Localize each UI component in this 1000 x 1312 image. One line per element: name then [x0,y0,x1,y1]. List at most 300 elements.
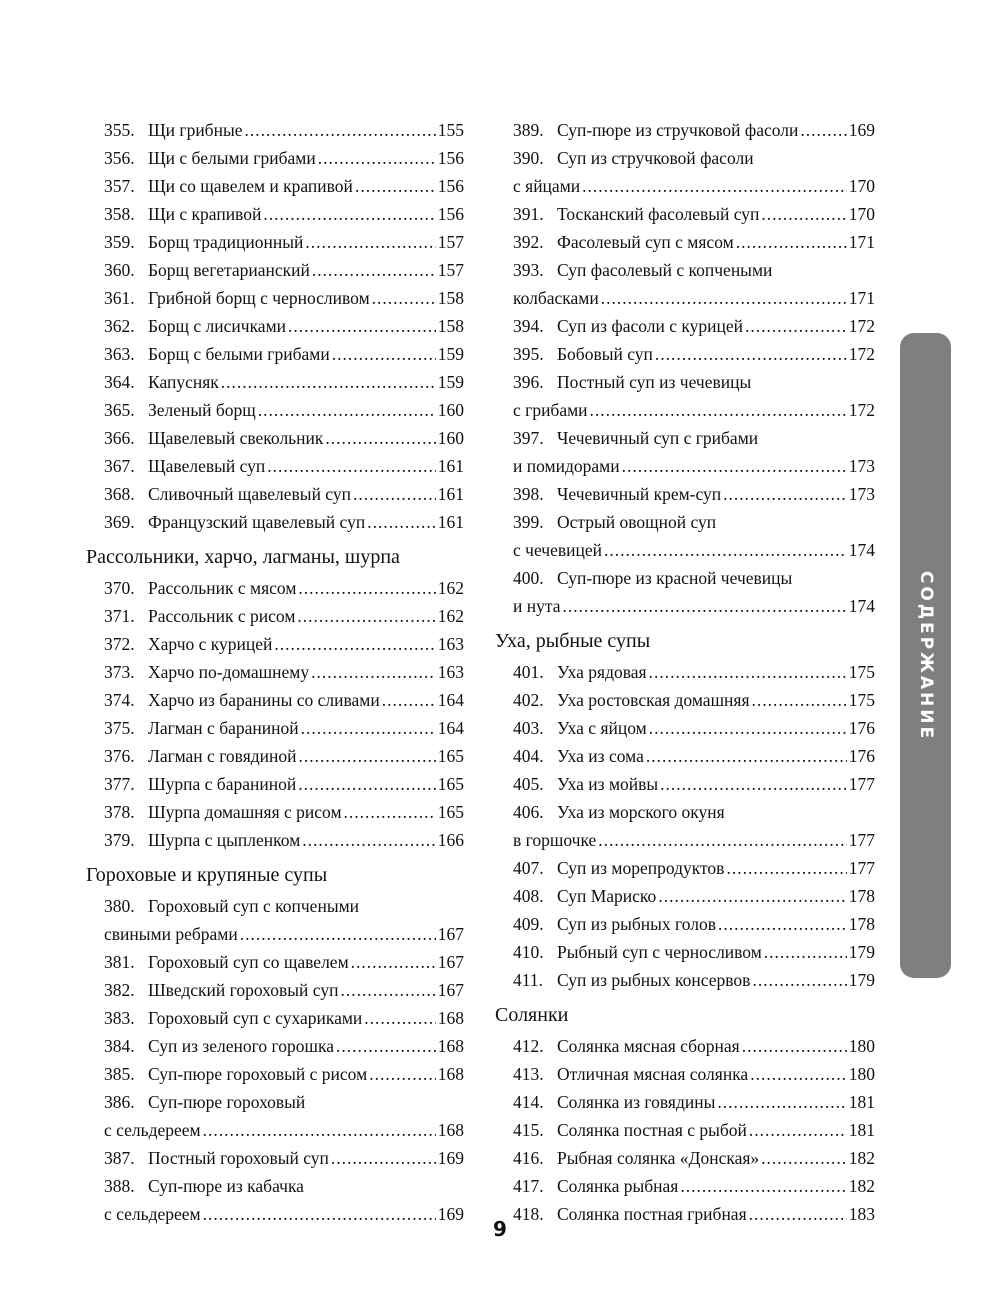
toc-entry[interactable] [86,686,464,714]
entry-page: 177 [848,858,875,878]
entry-line [104,826,464,854]
toc-entry[interactable] [495,742,875,770]
entry-line [104,508,464,536]
entry-first-line [513,564,875,592]
entry-number: 372. [104,634,135,654]
dot-leader [750,1060,847,1088]
toc-entry[interactable] [86,976,464,1004]
entry-page: 159 [437,344,464,364]
dot-leader [680,1172,846,1200]
dot-leader [604,536,847,564]
toc-entry[interactable] [86,714,464,742]
dot-leader [298,770,436,798]
dot-leader [726,854,846,882]
entry-second-line [513,536,875,564]
entry-title: Солянка постная грибная [557,1204,747,1224]
entry-number: 415. [513,1120,544,1140]
entry-title: Щи со щавелем и крапивой [148,176,353,196]
section-heading: Уха, рыбные супы [495,630,651,652]
entry-number: 359. [104,232,135,252]
entry-number: 373. [104,662,135,682]
dot-leader [344,798,436,826]
entry-line [513,228,875,256]
dot-leader [351,948,436,976]
entry-title: Грибной борщ с черносливом [148,288,370,308]
entry-line [104,574,464,602]
dot-leader [263,200,435,228]
toc-entry[interactable] [495,882,875,910]
dot-leader [318,144,436,172]
entry-title: Суп Мариско [557,886,657,906]
page-number: 9 [493,1217,507,1241]
dot-leader [364,1004,435,1032]
toc-entry[interactable] [86,770,464,798]
entry-page: 158 [437,288,464,308]
entry-line [513,1144,875,1172]
entry-number: 374. [104,690,135,710]
toc-entry[interactable] [86,172,464,200]
entry-line [513,742,875,770]
entry-line [104,976,464,1004]
dot-leader [749,1116,847,1144]
toc-entry[interactable] [86,228,464,256]
entry-page: 156 [437,204,464,224]
entry-page: 161 [437,456,464,476]
side-tab-label: СОДЕРЖАНИЕ [915,570,936,741]
toc-entry[interactable] [495,1144,875,1172]
entry-line [104,1060,464,1088]
entry-line [104,228,464,256]
entry-line [104,602,464,630]
entry-line [513,882,875,910]
toc-entry[interactable] [495,686,875,714]
entry-number: 405. [513,774,544,794]
entry-line [104,1004,464,1032]
toc-entry[interactable] [86,480,464,508]
entry-title: Уха ростовская домашняя [557,690,750,710]
toc-entry[interactable] [495,1060,875,1088]
toc-entry[interactable] [495,228,875,256]
entry-line [513,1172,875,1200]
toc-entry[interactable] [86,312,464,340]
section-heading: Солянки [495,1004,569,1026]
entry-page: 160 [437,428,464,448]
entry-title-continued: с чечевицей [513,540,602,560]
section-heading: Гороховые и крупяные супы [86,864,328,886]
toc-entry[interactable] [495,1088,875,1116]
dot-leader [353,480,436,508]
entry-line [104,340,464,368]
dot-leader [582,172,847,200]
entry-page: 165 [437,774,464,794]
entry-title: Уха рядовая [557,662,647,682]
entry-number: 412. [513,1036,544,1056]
entry-page: 159 [437,372,464,392]
toc-entry[interactable] [86,826,464,854]
entry-number: 394. [513,316,544,336]
entry-title: Лагман с говядиной [148,746,297,766]
contents-side-tab [900,333,951,978]
toc-entry[interactable] [86,200,464,228]
toc-entry[interactable] [495,368,875,424]
entry-page: 155 [437,120,464,140]
entry-line [513,116,875,144]
toc-entry[interactable] [495,1032,875,1060]
entry-number: 381. [104,952,135,972]
dot-leader [649,658,847,686]
toc-entry[interactable] [495,938,875,966]
entry-page: 175 [848,662,875,682]
entry-line [104,1032,464,1060]
entry-page: 167 [437,952,464,972]
entry-page: 167 [437,924,464,944]
toc-entry[interactable] [86,144,464,172]
entry-first-line [513,798,875,826]
entry-number: 397. [513,428,544,448]
entry-number: 369. [104,512,135,532]
entry-line [104,452,464,480]
toc-entry[interactable] [86,116,464,144]
entry-title: Уха из мойвы [557,774,659,794]
entry-page: 175 [848,690,875,710]
dot-leader [367,508,436,536]
toc-entry[interactable] [86,1004,464,1032]
entry-page: 171 [848,232,875,252]
entry-title: Уха из сома [557,746,644,766]
entry-page: 162 [437,578,464,598]
entry-page: 163 [437,634,464,654]
entry-line [513,714,875,742]
toc-left-column [86,116,464,1228]
entry-title: Суп из стручковой фасоли [557,148,754,168]
entry-title: Шурпа домашняя с рисом [148,802,342,822]
entry-title: Суп из зеленого горошка [148,1036,335,1056]
dot-leader [717,1088,846,1116]
entry-page: 181 [848,1120,875,1140]
entry-title: Суп из рыбных консервов [557,970,751,990]
dot-leader [244,116,435,144]
entry-title: Щавелевый свекольник [148,428,324,448]
entry-number: 380. [104,896,135,916]
entry-title: Щи грибные [148,120,243,140]
dot-leader [736,228,847,256]
entry-page: 182 [848,1148,875,1168]
entry-page: 167 [437,980,464,1000]
entry-page: 172 [848,400,875,420]
toc-entry[interactable] [86,284,464,312]
entry-page: 177 [848,774,875,794]
entry-page: 172 [848,344,875,364]
entry-title-continued: и помидорами [513,456,620,476]
entry-page: 174 [848,596,875,616]
dot-leader [332,340,436,368]
toc-entry[interactable] [86,798,464,826]
dot-leader [649,714,847,742]
entry-line [513,1116,875,1144]
entry-first-line [104,892,464,920]
entry-number: 402. [513,690,544,710]
toc-entry[interactable] [86,892,464,948]
entry-second-line [513,592,875,620]
toc-entry[interactable] [495,564,875,620]
dot-leader [372,284,436,312]
entry-number: 385. [104,1064,135,1084]
entry-title: Щи с белыми грибами [148,148,316,168]
entry-title: Суп-пюре из стручковой фасоли [557,120,799,140]
toc-entry[interactable] [86,602,464,630]
entry-page: 183 [848,1204,875,1224]
entry-title: Борщ вегетарианский [148,260,310,280]
toc-entry[interactable] [495,1172,875,1200]
entry-line [104,798,464,826]
dot-leader [718,910,847,938]
entry-first-line [513,424,875,452]
entry-line [104,742,464,770]
entry-page: 156 [437,148,464,168]
entry-number: 367. [104,456,135,476]
toc-entry[interactable] [86,340,464,368]
entry-line [513,1032,875,1060]
toc-entry[interactable] [86,368,464,396]
entry-page: 172 [848,316,875,336]
toc-entry[interactable] [495,910,875,938]
section-heading: Рассольники, харчо, лагманы, шурпа [86,546,400,568]
entry-number: 390. [513,148,544,168]
entry-title: Шведский гороховый суп [148,980,339,1000]
entry-number: 408. [513,886,544,906]
toc-entry[interactable] [86,1088,464,1144]
entry-page: 180 [848,1064,875,1084]
toc-entry[interactable] [86,424,464,452]
entry-title-continued: с сельдереем [104,1120,201,1140]
toc-entry[interactable] [495,424,875,480]
entry-page: 161 [437,512,464,532]
toc-entry[interactable] [495,116,875,144]
dot-leader [752,686,847,714]
entry-title: Рассольник с мясом [148,578,297,598]
entry-number: 414. [513,1092,544,1112]
entry-page: 179 [848,970,875,990]
entry-page: 180 [848,1036,875,1056]
entry-page: 164 [437,718,464,738]
toc-entry[interactable] [495,658,875,686]
entry-title: Острый овощной суп [557,512,717,532]
entry-page: 164 [437,690,464,710]
entry-title: Суп из фасоли с курицей [557,316,744,336]
entry-number: 366. [104,428,135,448]
entry-page: 170 [848,204,875,224]
entry-line [513,480,875,508]
entry-line [104,284,464,312]
dot-leader [745,312,847,340]
toc-entry[interactable] [86,256,464,284]
dot-leader [340,976,435,1004]
entry-line [513,312,875,340]
entry-line [104,200,464,228]
entry-page: 178 [848,886,875,906]
entry-title: Гороховый суп с копчеными [148,896,360,916]
entry-line [104,396,464,424]
entry-number: 404. [513,746,544,766]
entry-title: Лагман с бараниной [148,718,299,738]
entry-title: Борщ с лисичками [148,316,287,336]
entry-number: 378. [104,802,135,822]
entry-title: Гороховый суп с сухариками [148,1008,363,1028]
dot-leader [761,200,846,228]
toc-entry[interactable] [86,658,464,686]
entry-number: 387. [104,1148,135,1168]
entry-line [513,966,875,994]
entry-title: Тосканский фасолевый суп [557,204,760,224]
entry-page: 178 [848,914,875,934]
toc-entry[interactable] [86,1144,464,1172]
entry-page: 161 [437,484,464,504]
entry-title: Борщ традиционный [148,232,304,252]
entry-number: 363. [104,344,135,364]
entry-page: 168 [437,1008,464,1028]
entry-title: Рыбный суп с черносливом [557,942,762,962]
entry-page: 181 [848,1092,875,1112]
dot-leader [598,826,846,854]
entry-title: Суп-пюре гороховый [148,1092,306,1112]
entry-number: 377. [104,774,135,794]
entry-page: 156 [437,176,464,196]
entry-line [104,770,464,798]
toc-entry[interactable] [86,948,464,976]
entry-first-line [513,256,875,284]
toc-entry[interactable] [495,714,875,742]
entry-title: Уха из морского окуня [557,802,725,822]
toc-entry[interactable] [86,508,464,536]
entry-title: Суп фасолевый с копчеными [557,260,773,280]
entry-title: Суп-пюре из кабачка [148,1176,304,1196]
entry-page: 157 [437,232,464,252]
entry-number: 406. [513,802,544,822]
toc-entry[interactable] [86,574,464,602]
entry-number: 386. [104,1092,135,1112]
entry-number: 376. [104,746,135,766]
dot-leader [240,920,436,948]
entry-second-line [513,172,875,200]
toc-entry[interactable] [495,200,875,228]
entry-page: 179 [848,942,875,962]
entry-number: 371. [104,606,135,626]
entry-title: Уха с яйцом [557,718,647,738]
toc-entry[interactable] [86,396,464,424]
toc-entry[interactable] [86,1060,464,1088]
entry-line [104,714,464,742]
entry-first-line [513,368,875,396]
toc-entry[interactable] [86,742,464,770]
toc-entry[interactable] [495,144,875,200]
toc-entry[interactable] [495,1116,875,1144]
entry-title: Харчо с курицей [148,634,273,654]
entry-line [104,144,464,172]
entry-number: 396. [513,372,544,392]
entry-line [513,854,875,882]
toc-entry[interactable] [86,452,464,480]
entry-number: 416. [513,1148,544,1168]
entry-line [104,1144,464,1172]
entry-number: 356. [104,148,135,168]
toc-entry[interactable] [495,966,875,994]
toc-entry[interactable] [86,1032,464,1060]
entry-number: 409. [513,914,544,934]
entry-page: 165 [437,746,464,766]
toc-entry[interactable] [495,340,875,368]
entry-title: Фасолевый суп с мясом [557,232,734,252]
dot-leader [660,770,847,798]
dot-leader [355,172,436,200]
entry-line [513,200,875,228]
toc-entry[interactable] [86,630,464,658]
entry-title: Рыбная солянка «Донская» [557,1148,760,1168]
entry-title: Борщ с белыми грибами [148,344,330,364]
entry-page: 168 [437,1064,464,1084]
entry-line [513,340,875,368]
toc-entry[interactable] [495,798,875,854]
dot-leader [298,574,435,602]
entry-page: 171 [848,288,875,308]
entry-line [104,368,464,396]
entry-page: 182 [848,1176,875,1196]
entry-line [104,424,464,452]
entry-title: Солянка мясная сборная [557,1036,740,1056]
entry-first-line [513,508,875,536]
dot-leader [325,424,435,452]
entry-first-line [104,1172,464,1200]
entry-number: 357. [104,176,135,196]
entry-title-continued: с яйцами [513,176,581,196]
entry-page: 162 [437,606,464,626]
dot-leader [297,602,435,630]
entry-title: Гороховый суп со щавелем [148,952,349,972]
dot-leader [302,826,435,854]
entry-number: 391. [513,204,544,224]
toc-entry[interactable] [495,480,875,508]
entry-line [513,938,875,966]
dot-leader [601,284,847,312]
toc-entry[interactable] [495,312,875,340]
toc-entry[interactable] [495,770,875,798]
entry-number: 370. [104,578,135,598]
entry-number: 362. [104,316,135,336]
entry-number: 368. [104,484,135,504]
entry-second-line [513,826,875,854]
entry-line [513,686,875,714]
entry-title: Суп-пюре из красной чечевицы [557,568,793,588]
entry-title: Шурпа с цыпленком [148,830,301,850]
entry-title: Отличная мясная солянка [557,1064,749,1084]
entry-page: 160 [437,400,464,420]
dot-leader [658,882,846,910]
entry-title: Шурпа с бараниной [148,774,297,794]
entry-first-line [104,1088,464,1116]
dot-leader [646,742,847,770]
entry-page: 169 [437,1204,464,1224]
dot-leader [562,592,846,620]
entry-page: 168 [437,1120,464,1140]
entry-number: 389. [513,120,544,140]
dot-leader [742,1032,847,1060]
toc-entry[interactable] [495,256,875,312]
entry-title: Постный гороховый суп [148,1148,329,1168]
dot-leader [311,658,436,686]
toc-entry[interactable] [495,508,875,564]
toc-entry[interactable] [495,854,875,882]
entry-number: 361. [104,288,135,308]
entry-second-line [513,452,875,480]
